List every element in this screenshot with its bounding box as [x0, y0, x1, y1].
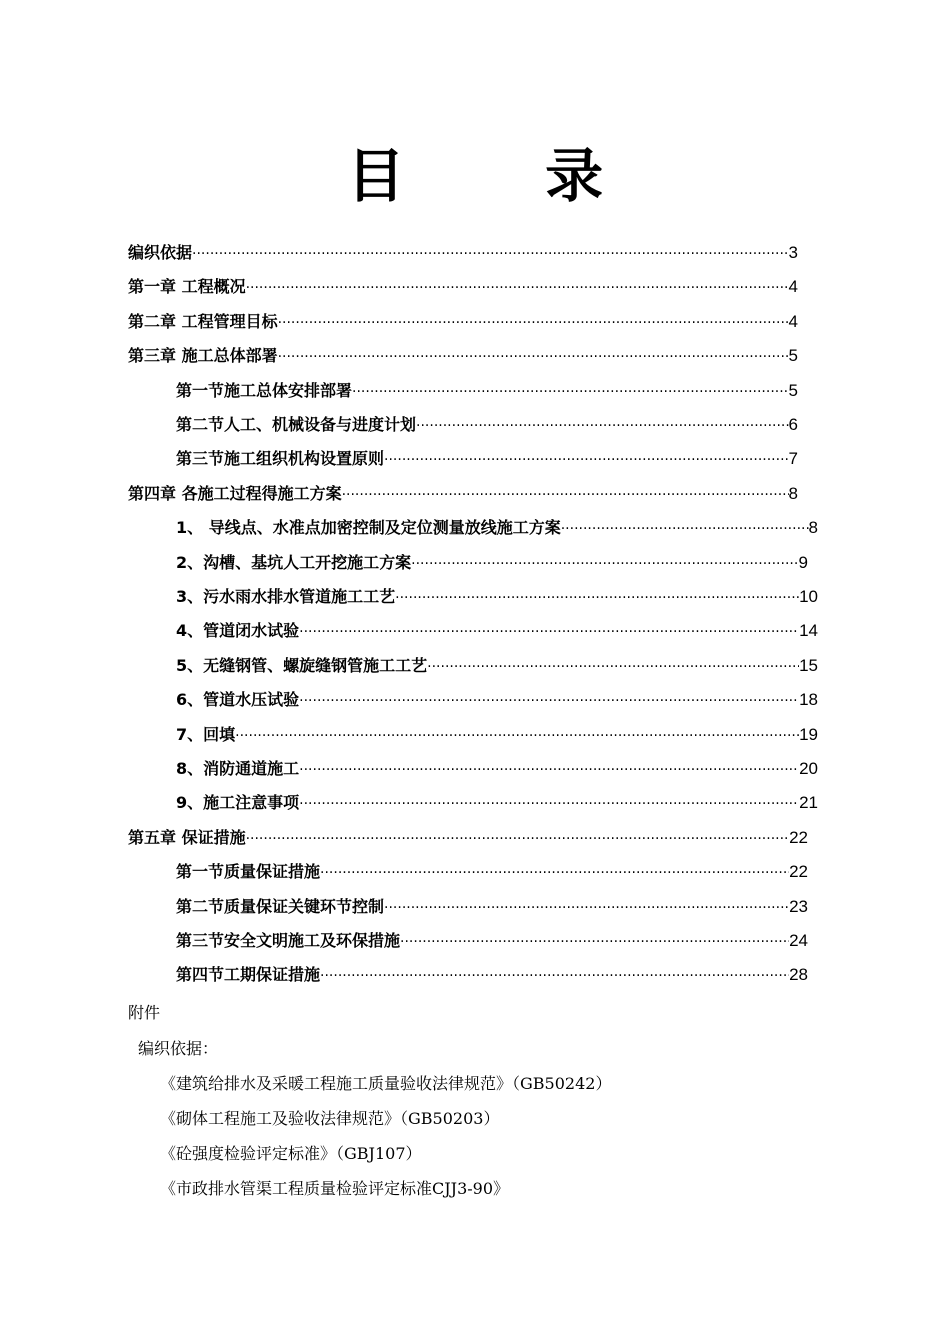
toc-leader-dots: [246, 824, 790, 854]
toc-entry[interactable]: [176, 548, 808, 578]
toc-entry-page-number: 14: [799, 621, 818, 641]
toc-entry[interactable]: [128, 341, 798, 371]
toc-leader-dots: [235, 721, 799, 751]
toc-entry[interactable]: [176, 788, 818, 818]
toc-entry-page-number: 28: [789, 965, 808, 985]
page-title: 目 录: [346, 142, 664, 210]
toc-entry-page-number: 22: [789, 827, 808, 847]
toc-leader-dots: [299, 686, 799, 716]
toc-leader-dots: [320, 961, 789, 991]
reference-item: 《建筑给排水及采暖工程施工质量验收法律规范》（GB50242）: [160, 1074, 612, 1093]
toc-entry[interactable]: [176, 616, 818, 646]
toc-entry-label: 3、污水雨水排水管道施工工艺: [176, 587, 396, 606]
toc-entry[interactable]: [128, 238, 798, 268]
toc-entry-page-number: 4: [788, 311, 798, 331]
toc-entry-page-number: 4: [788, 277, 798, 297]
toc-entry-page-number: 24: [789, 931, 808, 950]
toc-entry-label: 第一章 工程概况: [128, 277, 246, 297]
toc-entry[interactable]: [176, 926, 808, 956]
toc-leader-dots: [400, 927, 789, 957]
toc-leader-dots: [561, 514, 809, 544]
toc-leader-dots: [427, 652, 799, 682]
toc-entry-page-number: 6: [788, 415, 798, 434]
toc-entry-page-number: 5: [788, 346, 798, 366]
toc-leader-dots: [299, 617, 799, 647]
toc-entry-page-number: 8: [788, 483, 798, 503]
toc-entry-label: 5、无缝钢管、螺旋缝钢管施工工艺: [176, 655, 428, 675]
toc-entry[interactable]: [176, 754, 818, 784]
toc-entry-label: 编织依据: [128, 243, 193, 262]
basis-title: 编织依据：: [138, 1039, 219, 1058]
reference-item: 《市政排水管渠工程质量检验评定标准CJJ3-90》: [160, 1179, 510, 1198]
toc-entry-page-number: 21: [799, 793, 818, 813]
toc-entry[interactable]: [176, 960, 808, 990]
toc-entry-page-number: 7: [788, 449, 798, 469]
toc-entry-page-number: 8: [808, 518, 818, 538]
toc-entry-page-number: 9: [798, 552, 808, 572]
toc-entry-label: 第二节质量保证关键环节控制: [176, 896, 385, 916]
toc-entry-label: 1、 导线点、水准点加密控制及定位测量放线施工方案: [176, 518, 561, 538]
toc-entry-label: 第三节施工组织机构设置原则: [176, 449, 385, 469]
toc-leader-dots: [384, 445, 789, 475]
toc-entry-label: 第四节工期保证措施: [176, 965, 321, 985]
toc-entry[interactable]: [128, 823, 808, 853]
toc-entry[interactable]: [176, 444, 798, 474]
toc-entry[interactable]: [128, 272, 798, 302]
toc-entry-label: 6、管道水压试验: [176, 690, 300, 710]
toc-entry-page-number: 23: [789, 896, 808, 916]
toc-leader-dots: [384, 893, 789, 923]
toc-entry-label: 第三节安全文明施工及环保措施: [176, 931, 401, 950]
appendix-title: 附件: [128, 1003, 161, 1022]
toc-leader-dots: [416, 411, 789, 441]
toc-entry-page-number: 19: [799, 724, 818, 744]
toc-entry[interactable]: [176, 410, 798, 440]
toc-entry-label: 第五章 保证措施: [128, 827, 246, 847]
toc-entry-label: 第三章 施工总体部署: [128, 346, 278, 366]
toc-leader-dots: [299, 755, 799, 785]
toc-leader-dots: [320, 858, 789, 888]
toc-entry-label: 第二章 工程管理目标: [128, 311, 278, 331]
toc-entry[interactable]: [176, 720, 818, 750]
toc-entry[interactable]: [128, 307, 798, 337]
toc-entry-label: 第一节施工总体安排部署: [176, 380, 353, 400]
reference-item: 《砌体工程施工及验收法律规范》（GB50203）: [160, 1109, 500, 1128]
toc-entry[interactable]: [128, 479, 798, 509]
toc-entry-page-number: 10: [799, 587, 818, 606]
toc-leader-dots: [352, 377, 789, 407]
toc-entry-label: 8、消防通道施工: [176, 759, 300, 778]
toc-entry[interactable]: [176, 892, 808, 922]
toc-entry-label: 第二节人工、机械设备与进度计划: [176, 415, 417, 434]
toc-leader-dots: [246, 273, 789, 303]
toc-leader-dots: [278, 342, 789, 372]
toc-entry[interactable]: [176, 513, 818, 543]
toc-entry-label: 9、施工注意事项: [176, 793, 300, 813]
toc-entry-page-number: 5: [788, 380, 798, 400]
toc-entry-page-number: 22: [789, 862, 808, 882]
toc-entry-page-number: 15: [799, 655, 818, 675]
toc-leader-dots: [299, 789, 799, 819]
toc-entry[interactable]: [176, 582, 818, 612]
toc-leader-dots: [192, 239, 789, 269]
toc-entry-page-number: 3: [788, 243, 798, 262]
toc-entry-label: 2、沟槽、基坑人工开挖施工方案: [176, 552, 412, 572]
reference-item: 《砼强度检验评定标准》（GBJ107）: [160, 1144, 422, 1163]
toc-entry-page-number: 20: [799, 759, 818, 778]
toc-entry-label: 第一节质量保证措施: [176, 862, 321, 882]
toc-leader-dots: [395, 583, 799, 613]
toc-leader-dots: [342, 480, 789, 510]
toc-entry-page-number: 18: [799, 690, 818, 710]
toc-entry-label: 4、管道闭水试验: [176, 621, 300, 641]
toc-entry[interactable]: [176, 685, 818, 715]
toc-entry[interactable]: [176, 376, 798, 406]
toc-entry-label: 第四章 各施工过程得施工方案: [128, 483, 342, 503]
toc-entry[interactable]: [176, 651, 818, 681]
toc-leader-dots: [278, 308, 789, 338]
toc-entry[interactable]: [176, 857, 808, 887]
toc-entry-label: 7、回填: [176, 724, 236, 744]
toc-leader-dots: [411, 549, 798, 579]
